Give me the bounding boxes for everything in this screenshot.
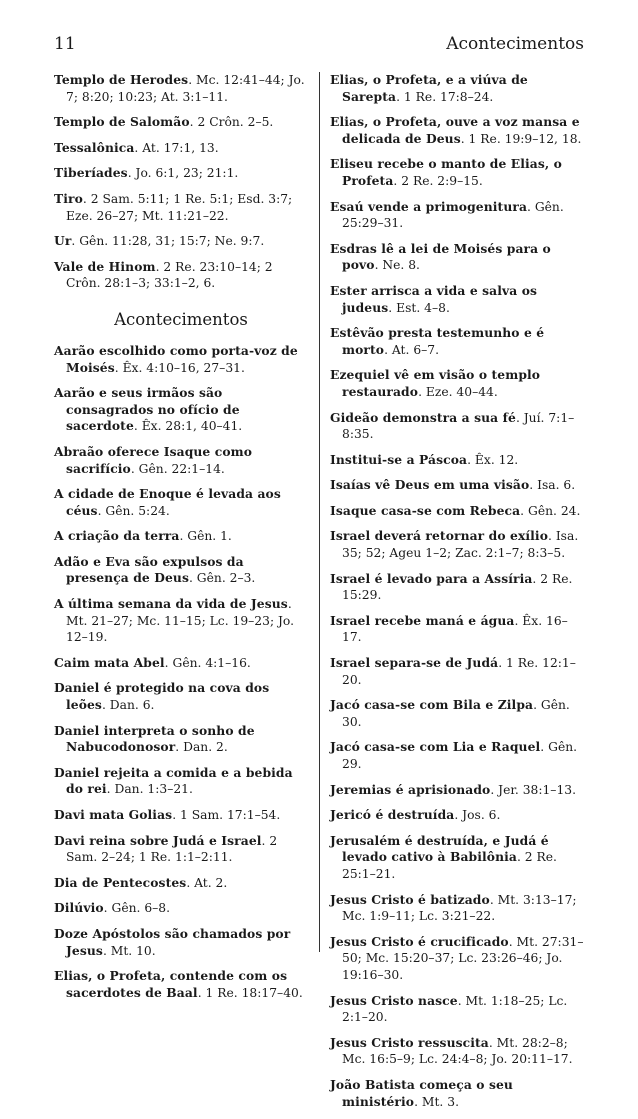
index-entry (330, 833, 584, 883)
entry-title: Elias, o Profeta, ouve a voz mansa e delicada de Deus (330, 114, 580, 146)
index-entry (54, 554, 308, 587)
index-entry (330, 72, 584, 105)
index-entry (330, 571, 584, 604)
entry-references: . Gên. 5:24. (97, 503, 170, 518)
entry-references: . Mt. 27:31–50; Mc. 15:20–37; Lc. 23:26–46; Jo. 19:16–30. (342, 934, 584, 982)
entry-title: Institui-se a Páscoa (330, 451, 468, 467)
entry-title: Tessalônica (54, 139, 135, 155)
index-entry (330, 613, 584, 646)
entry-title: Isaías vê Deus em uma visão (330, 477, 530, 493)
entry-references: . 1 Sam. 17:1–54. (172, 808, 281, 822)
index-entry (330, 325, 584, 358)
entry-references: . Gên. 4:1–16. (164, 655, 251, 670)
index-entry (54, 114, 308, 131)
entry-references: . Êx. 12. (467, 452, 519, 467)
entry-title: Vale de Hinom (54, 258, 156, 274)
entry-references: . Gên. 25:29–31. (342, 199, 564, 231)
entry-references: . Gên. 1. (179, 529, 232, 544)
entry-title: Elias, o Profeta, e a viúva de Sarepta (330, 72, 528, 104)
index-entry (330, 1035, 584, 1068)
index-entry (330, 503, 584, 520)
entry-references: . Ne. 8. (374, 258, 420, 273)
entry-title: Templo de Herodes (54, 72, 189, 87)
entry-references: . Jer. 38:1–13. (490, 782, 577, 797)
index-entry (54, 900, 308, 917)
index-entry (330, 477, 584, 494)
entry-title: Aarão e seus irmãos são consagrados no ofício de sacerdote (54, 385, 240, 434)
entry-title: Jericó é destruída (330, 807, 455, 823)
entry-references: . Isa. 35; 52; Ageu 1–2; Zac. 2:1–7; 8:3–5. (342, 529, 579, 561)
entry-references: . Dan. 2. (175, 740, 228, 755)
entry-references: . Gên. 22:1–14. (130, 461, 225, 476)
index-entry (54, 833, 308, 866)
entry-references: . Juí. 7:1–8:35. (342, 410, 575, 442)
entry-references: . 2 Sam. 2–24; 1 Re. 1:1–2:11. (66, 833, 278, 865)
index-entry (54, 968, 308, 1001)
entry-references: . Mc. 12:41–44; Jo. 7; 8:20; 10:23; At. 3:1–11. (66, 73, 305, 104)
entry-references: . 1 Re. 19:9–12, 18. (460, 131, 582, 146)
entry-references: . Gên. 11:28, 31; 15:7; Ne. 9:7. (71, 234, 265, 249)
entry-references: . Mt. 21–27; Mc. 11–15; Lc. 19–23; Jo. 12–19. (66, 597, 295, 645)
index-entry (54, 723, 308, 756)
places-list (54, 72, 308, 292)
entry-title: Esaú vende a primogenitura (330, 198, 528, 214)
entry-title: Ezequiel vê em visão o templo restaurado (330, 367, 541, 399)
index-entry (54, 486, 308, 519)
index-entry (54, 385, 308, 435)
entry-title: A criação da terra (54, 528, 180, 544)
index-entry (330, 655, 584, 688)
entry-references: . Mt. 3. (414, 1094, 459, 1109)
entry-title: Jacó casa-se com Bila e Zilpa (330, 697, 534, 713)
column-divider (319, 72, 320, 952)
index-entry (54, 875, 308, 892)
entry-title: Jesus Cristo ressuscita (330, 1034, 489, 1050)
entry-title: Jesus Cristo nasce (330, 992, 458, 1008)
index-entry (330, 528, 584, 561)
entry-references: . Êx. 28:1, 40–41. (133, 419, 243, 434)
index-entry (330, 782, 584, 799)
entry-title: Jeremias é aprisionado (330, 781, 491, 797)
index-entry (54, 680, 308, 713)
index-entry (54, 807, 308, 824)
left-events-list (54, 343, 308, 1001)
entry-references: . Mt. 3:13–17; Mc. 1:9–11; Lc. 3:21–22. (342, 892, 577, 924)
entry-references: . Gên. 29. (342, 740, 578, 771)
index-entry (330, 367, 584, 400)
entry-references: . 2 Re. 25:1–21. (342, 850, 557, 881)
entry-title: Doze Apóstolos são chamados por Jesus (54, 925, 291, 958)
entry-title: Dilúvio (54, 900, 104, 916)
index-entry (54, 233, 308, 250)
entry-references: . At. 2. (186, 875, 228, 890)
entry-references: . Est. 4–8. (388, 300, 450, 315)
entry-references: . 1 Re. 12:1–20. (342, 656, 576, 687)
index-entry (330, 283, 584, 316)
index-entry (330, 807, 584, 824)
entry-title: Israel é levado para a Assíria (330, 570, 533, 586)
entry-title: Elias, o Profeta, contende com os sacerdotes de Baal (54, 968, 288, 1000)
entry-references: . Êx. 16–17. (342, 613, 568, 645)
entry-title: Ester arrisca a vida e salva os judeus (330, 282, 538, 315)
entry-title: Jesus Cristo é crucificado (330, 933, 509, 949)
index-entry (330, 1077, 584, 1110)
entry-references: . Mt. 10. (102, 943, 156, 958)
entry-title: Adão e Eva são expulsos da presença de Deus (54, 553, 244, 586)
entry-title: Israel recebe maná e água (330, 612, 515, 628)
entry-references: . At. 17:1, 13. (134, 140, 219, 155)
entry-references: . Dan. 6. (101, 698, 155, 713)
page-number: 11 (54, 34, 76, 54)
index-entry (54, 528, 308, 545)
index-entry (54, 343, 308, 376)
index-entry (330, 241, 584, 274)
right-column (330, 72, 584, 1119)
entry-title: A última semana da vida de Jesus (54, 596, 288, 612)
entry-title: Estêvão presta testemunho e é morto (330, 325, 545, 357)
entry-title: Gideão demonstra a sua fé (330, 409, 516, 425)
entry-title: Abraão oferece Isaque como sacrifício (54, 443, 253, 476)
entry-title: Davi mata Golias (54, 807, 173, 822)
left-column (54, 72, 308, 1010)
entry-title: Jerusalém é destruída, e Judá é levado cativo à Babilônia (330, 832, 549, 865)
index-entry (330, 934, 584, 984)
section-title: Acontecimentos (114, 309, 248, 329)
entry-references: . 2 Sam. 5:11; 1 Re. 5:1; Esd. 3:7; Eze. 26–27; Mt. 11:21–22. (66, 191, 293, 223)
entry-references: . 2 Crôn. 2–5. (189, 115, 274, 130)
entry-references: . 1 Re. 18:17–40. (197, 985, 303, 1000)
entry-title: Ur (54, 233, 72, 249)
entry-references: . Gên. 6–8. (103, 901, 171, 916)
entry-title: Daniel interpreta o sonho de Nabucodonosor (54, 722, 255, 755)
index-entry (330, 156, 584, 189)
entry-title: Israel deverá retornar do exílio (330, 528, 548, 544)
entry-title: Caim mata Abel (54, 654, 165, 670)
entry-references: . Isa. 6. (529, 478, 576, 493)
index-entry (54, 926, 308, 959)
entry-title: Templo de Salomão (54, 114, 190, 130)
index-entry (54, 655, 308, 672)
entry-title: Esdras lê a lei de Moisés para o povo (330, 240, 551, 273)
index-entry (330, 892, 584, 925)
index-entry (330, 114, 584, 147)
entry-references: . 2 Re. 23:10–14; 2 Crôn. 28:1–3; 33:1–2, 6. (66, 259, 273, 291)
index-entry (54, 165, 308, 182)
entry-title: Eliseu recebe o manto de Elias, o Profeta (330, 156, 562, 188)
index-entry (54, 140, 308, 157)
entry-title: A cidade de Enoque é levada aos céus (54, 486, 281, 518)
entry-title: Aarão escolhido como porta-voz de Moisés (54, 342, 298, 375)
entry-references: . Gên. 30. (342, 698, 570, 729)
entry-references: . Eze. 40–44. (418, 384, 498, 399)
index-entry (330, 739, 584, 772)
index-entry (330, 697, 584, 730)
index-entry (330, 410, 584, 443)
entry-title: Israel separa-se de Judá (330, 655, 499, 671)
index-entry (54, 444, 308, 477)
entry-references: . Êx. 4:10–16, 27–31. (114, 360, 245, 375)
entry-references: . 1 Re. 17:8–24. (396, 89, 494, 104)
entry-references: . Gên. 24. (520, 503, 581, 518)
entry-title: Daniel rejeita a comida e a bebida do rei (54, 764, 293, 797)
entry-title: Tiberíades (54, 165, 128, 181)
entry-references: . Jo. 6:1, 23; 21:1. (127, 166, 239, 181)
index-entry (54, 72, 308, 105)
index-entry (54, 259, 308, 292)
index-entry (54, 191, 308, 224)
entry-title: Jacó casa-se com Lia e Raquel (330, 739, 541, 755)
entry-title: Tiro (54, 190, 83, 206)
right-events-list (330, 72, 584, 1110)
entry-title: Isaque casa-se com Rebeca (330, 502, 521, 518)
entry-title: Jesus Cristo é batizado (330, 891, 490, 907)
entry-references: . Mt. 28:2–8; Mc. 16:5–9; Lc. 24:4–8; Jo. 20:11–17. (342, 1035, 573, 1067)
entry-title: Dia de Pentecostes (54, 874, 187, 890)
entry-references: . 2 Re. 15:29. (342, 571, 573, 603)
page-header (54, 34, 584, 54)
entry-references: . Jos. 6. (454, 808, 501, 823)
entry-title: Daniel é protegido na cova dos leões (54, 680, 270, 713)
index-entry (54, 765, 308, 798)
index-entry (330, 452, 584, 469)
entry-references: . Gên. 2–3. (188, 571, 256, 586)
entry-references: . At. 6–7. (384, 342, 440, 357)
index-entry (330, 199, 584, 232)
entry-title: Davi reina sobre Judá e Israel (54, 832, 262, 848)
index-columns (54, 72, 584, 1109)
entry-title: João Batista começa o seu ministério (330, 1076, 513, 1109)
entry-references: . Dan. 1:3–21. (106, 782, 193, 797)
running-head: Acontecimentos (446, 34, 584, 54)
index-entry (54, 596, 308, 646)
entry-references: . Mt. 1:18–25; Lc. 2:1–20. (342, 993, 568, 1025)
index-entry (330, 993, 584, 1026)
entry-references: . 2 Re. 2:9–15. (393, 173, 483, 188)
